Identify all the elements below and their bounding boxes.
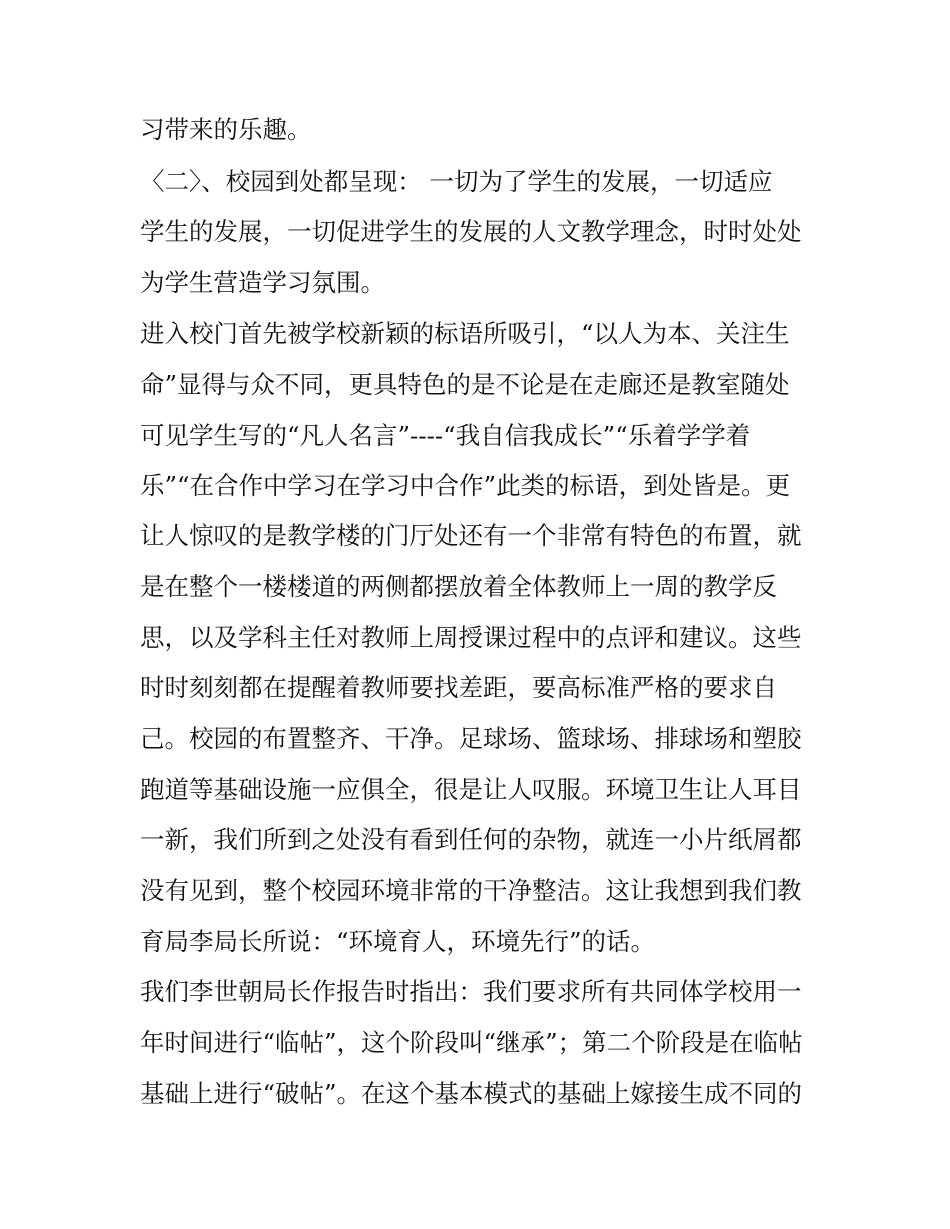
text-line-6: 命”显得与众不同，更具特色的是不论是在走廊还是教室随处 xyxy=(140,370,790,399)
text-line-1: 习带来的乐趣。 xyxy=(140,115,312,144)
text-line-3: 学生的发展，一切促进学生的发展的人文教学理念，时时处处 xyxy=(140,217,802,246)
text-line-9: 让人惊叹的是教学楼的门厅处还有一个非常有特色的布置，就 xyxy=(140,521,802,550)
text-line-15: 一新，我们所到之处没有看到任何的杂物，就连一小片纸屑都 xyxy=(140,825,802,854)
text-line-7: 可见学生写的“凡人名言”----“我自信我成长”“乐着学学着 xyxy=(140,421,751,450)
text-line-18: 我们李世朝局长作报告时指出：我们要求所有共同体学校用一 xyxy=(140,977,802,1006)
text-line-14: 跑道等基础设施一应俱全，很是让人叹服。环境卫生让人耳目 xyxy=(140,775,802,804)
text-line-4: 为学生营造学习氛围。 xyxy=(140,268,385,297)
text-line-16: 没有见到，整个校园环境非常的干净整洁。这让我想到我们教 xyxy=(140,876,802,905)
text-line-12: 时时刻刻都在提醒着教师要找差距，要高标准严格的要求自 xyxy=(140,673,777,702)
text-line-13: 己。校园的布置整齐、干净。足球场、篮球场、排球场和塑胶 xyxy=(140,724,802,753)
text-line-8: 乐”“在合作中学习在学习中合作”此类的标语，到处皆是。更 xyxy=(140,471,791,500)
text-line-19: 年时间进行“临帖”，这个阶段叫“继承”；第二个阶段是在临帖 xyxy=(140,1028,803,1057)
text-line-2: 〈二〉、校园到处都呈现： 一切为了学生的发展，一切适应 xyxy=(140,167,773,196)
text-line-17: 育局李局长所说：“环境育人，环境先行”的话。 xyxy=(140,927,656,956)
text-line-5: 进入校门首先被学校新颖的标语所吸引，“以人为本、关注生 xyxy=(140,319,790,348)
text-line-11: 思，以及学科主任对教师上周授课过程中的点评和建议。这些 xyxy=(140,623,802,652)
text-line-20: 基础上进行“破帖”。在这个基本模式的基础上嫁接生成不同的 xyxy=(140,1079,803,1108)
text-line-10: 是在整个一楼楼道的两侧都摆放着全体教师上一周的教学反 xyxy=(140,572,777,601)
